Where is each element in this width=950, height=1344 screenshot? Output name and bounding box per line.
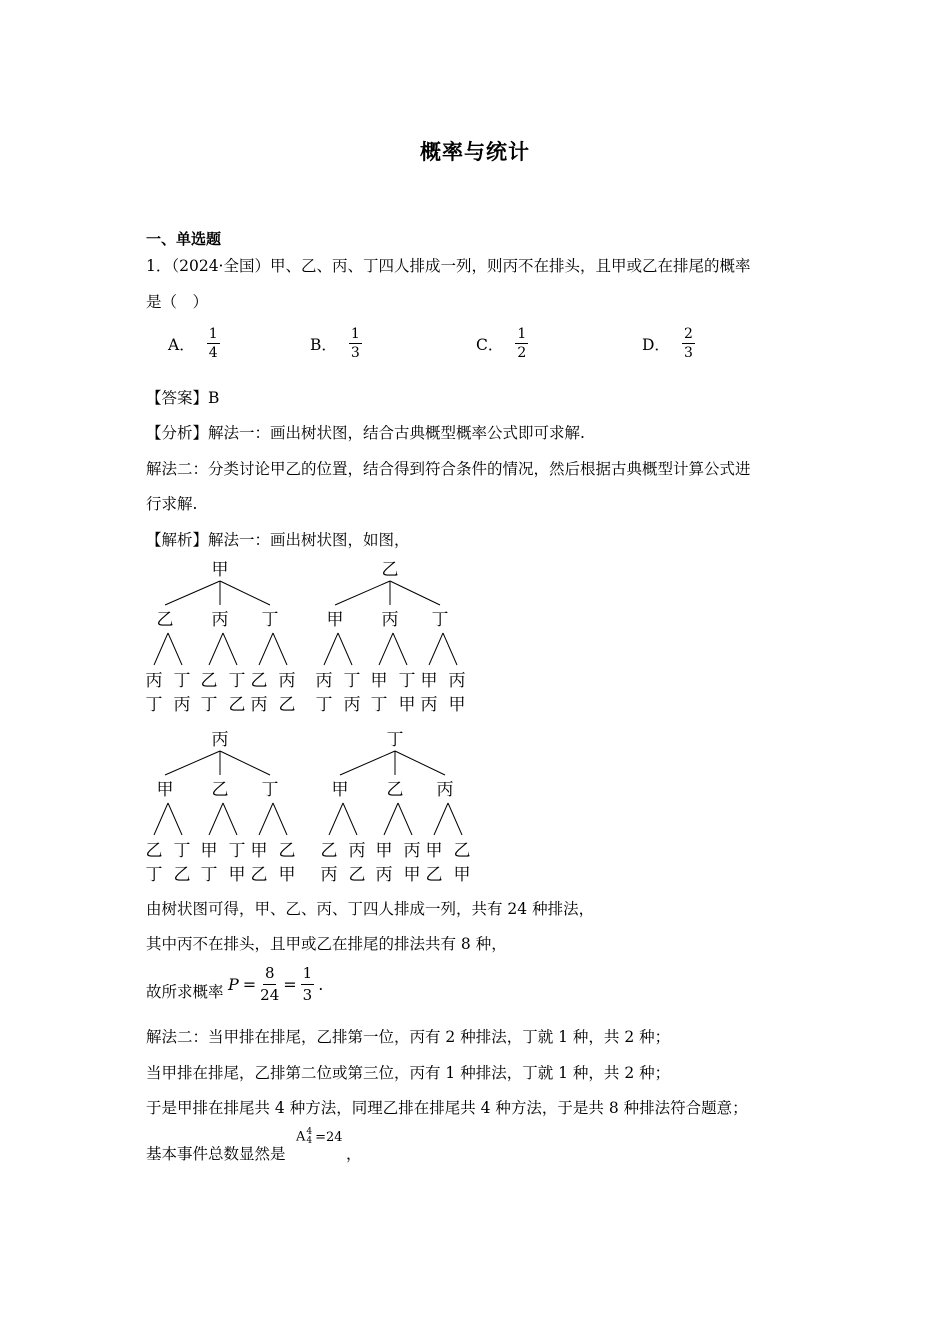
option-a-fraction [207,326,220,361]
option-a-denominator: 4 [208,345,218,361]
arrangement-superscript: 4 [306,1127,313,1137]
tree-leaf-node: 甲 [228,865,246,885]
option-a [168,326,220,361]
probability-fraction-1 [260,964,279,1005]
arrangement-subscript: 4 [306,1136,313,1146]
solution-line-1: 【解析】解法一：画出树状图，如图， [146,531,410,549]
tree-leaf-node: 丙 [420,695,438,715]
option-d [642,326,695,361]
option-a-numerator: 1 [208,326,218,342]
probability-fraction-2 [301,964,315,1005]
method-2-line-4-end: ， [346,1145,362,1163]
option-c-label: C． [476,335,504,354]
fraction-1-denominator: 24 [260,986,280,1004]
tree-leaf-branch-line [209,633,223,665]
analysis-line-2: 解法二：分类讨论甲乙的位置，结合得到符合条件的情况，然后根据古典概型计算公式进 [146,460,751,478]
tree-leaf-node: 乙 [278,695,296,715]
option-d-denominator: 3 [683,345,693,361]
tree-branch-line [390,581,440,605]
tree-leaf-node: 甲 [375,841,393,861]
probability-formula [228,964,323,1005]
tree-leaf-node: 丁 [343,671,361,691]
tree-leaf-node: 丁 [398,671,416,691]
question-1-line-2: 是（ ） [146,293,209,311]
tree-child-node: 丙 [381,610,399,630]
tree-child-node: 丁 [431,610,449,630]
answer-line: 【答案】B [146,389,220,407]
tree-root-node: 甲 [211,560,229,580]
tree-leaf-node: 丙 [348,841,366,861]
tree-leaf-branch-line [259,633,273,665]
tree-leaf-node: 丙 [403,841,421,861]
tree-leaf-node: 甲 [453,865,471,885]
tree-leaf-node: 丁 [200,865,218,885]
tree-leaf-node: 丙 [173,695,191,715]
tree-leaf-node: 丙 [320,865,338,885]
tree-leaf-node: 甲 [370,671,388,691]
tree-leaf-node: 乙 [200,671,218,691]
tree-child-node: 丁 [261,780,279,800]
tree-leaf-node: 甲 [448,695,466,715]
tree-branch-line [395,751,445,775]
tree-leaf-branch-line [443,633,457,665]
tree-leaf-node: 丁 [228,671,246,691]
tree-leaf-branch-line [259,803,273,835]
tree-child-node: 乙 [211,780,229,800]
tree-child-node: 丁 [261,610,279,630]
tree-leaf-node: 丁 [145,695,163,715]
tree-leaf-node: 甲 [200,841,218,861]
tree-leaf-branch-line [168,633,182,665]
tree-leaf-branch-line [329,803,343,835]
tree-leaf-node: 甲 [278,865,296,885]
option-c-numerator: 1 [517,326,527,342]
probability-symbol: P [228,975,239,994]
tree-child-node: 甲 [331,780,349,800]
arrangement-formula [296,1128,343,1146]
tree-leaf-node: 丁 [315,695,333,715]
tree-leaf-node: 乙 [250,671,268,691]
tree-child-node: 甲 [156,780,174,800]
tree-branch-line [335,581,390,605]
tree-leaf-branch-line [324,633,338,665]
tree-child-node: 甲 [326,610,344,630]
tree-leaf-branch-line [379,633,393,665]
tree-leaf-node: 丙 [448,671,466,691]
tree-leaf-node: 乙 [453,841,471,861]
tree-leaf-branch-line [384,803,398,835]
tree-leaf-branch-line [154,803,168,835]
probability-prefix: 故所求概率 [146,983,224,1001]
tree-child-node: 丙 [436,780,454,800]
tree-leaf-node: 丙 [343,695,361,715]
page-title: 概率与统计 [420,139,530,164]
tree-root-node: 乙 [381,560,399,580]
formula-end: . [318,975,324,994]
equals-sign-1: = [242,975,257,994]
tree-leaf-branch-line [338,633,352,665]
option-b [310,326,362,361]
tree-leaf-node: 甲 [420,671,438,691]
tree-leaf-node: 丁 [173,841,191,861]
method-2-line-4: 基本事件总数显然是 [146,1145,286,1163]
method-2-line-1: 解法二：当甲排在排尾，乙排第一位，丙有 2 种排法，丁就 1 种，共 2 种； [146,1028,671,1046]
tree-leaf-branch-line [154,633,168,665]
tree-branch-line [220,751,270,775]
tree-branch-line [165,751,220,775]
tree-leaf-node: 乙 [348,865,366,885]
tree-leaf-node: 丙 [278,671,296,691]
option-d-fraction [682,326,695,361]
method-2-line-2: 当甲排在排尾，乙排第二位或第三位，丙有 1 种排法，丁就 1 种，共 2 种； [146,1064,671,1082]
question-1-line-1: 1．（2024·全国）甲、乙、丙、丁四人排成一列，则丙不在排头，且甲或乙在排尾的概率 [146,257,751,275]
fraction-1-numerator: 8 [263,964,277,985]
tree-leaf-node: 丁 [173,671,191,691]
option-c-denominator: 2 [517,345,527,361]
tree-leaf-node: 甲 [403,865,421,885]
tree-summary-line-1: 由树状图可得，甲、乙、丙、丁四人排成一列，共有 24 种排法， [146,900,595,918]
tree-leaf-branch-line [273,803,287,835]
analysis-line-3: 行求解. [146,495,198,513]
tree-branch-line [220,581,270,605]
tree-leaf-node: 乙 [425,865,443,885]
option-c [476,326,528,361]
tree-leaf-node: 乙 [278,841,296,861]
option-b-denominator: 3 [350,345,360,361]
arrangement-letter: A [296,1129,306,1145]
tree-leaf-branch-line [434,803,448,835]
analysis-line-1: 【分析】解法一：画出树状图，结合古典概型概率公式即可求解. [146,424,585,442]
tree-leaf-node: 乙 [250,865,268,885]
tree-leaf-node: 甲 [398,695,416,715]
fraction-2-numerator: 1 [301,964,315,985]
tree-leaf-node: 甲 [425,841,443,861]
tree-leaf-branch-line [448,803,462,835]
tree-branch-line [165,581,220,605]
tree-leaf-branch-line [273,633,287,665]
fraction-2-denominator: 3 [302,986,313,1004]
tree-leaf-node: 丙 [250,695,268,715]
tree-leaf-branch-line [223,803,237,835]
tree-root-node: 丙 [211,730,229,750]
tree-leaf-node: 乙 [320,841,338,861]
tree-diagram [140,555,500,890]
option-c-fraction [515,326,528,361]
option-b-fraction [349,326,362,361]
tree-leaf-node: 丁 [200,695,218,715]
option-d-label: D． [642,335,670,354]
tree-leaf-branch-line [168,803,182,835]
tree-child-node: 乙 [156,610,174,630]
option-d-numerator: 2 [683,326,693,342]
tree-child-node: 丙 [211,610,229,630]
option-b-label: B． [310,335,337,354]
tree-leaf-branch-line [398,803,412,835]
tree-leaf-branch-line [223,633,237,665]
tree-leaf-node: 乙 [228,695,246,715]
tree-leaf-node: 丙 [145,671,163,691]
tree-summary-line-2: 其中丙不在排头，且甲或乙在排尾的排法共有 8 种， [146,935,507,953]
tree-leaf-node: 甲 [250,841,268,861]
tree-child-node: 乙 [386,780,404,800]
tree-leaf-branch-line [209,803,223,835]
method-2-line-3: 于是甲排在排尾共 4 种方法，同理乙排在排尾共 4 种方法，于是共 8 种排法符合题意； [146,1099,748,1117]
tree-leaf-branch-line [343,803,357,835]
option-b-numerator: 1 [350,326,360,342]
equals-sign-2: = [283,975,297,994]
tree-leaf-node: 丁 [145,865,163,885]
tree-leaf-node: 丁 [370,695,388,715]
tree-leaf-branch-line [393,633,407,665]
tree-leaf-branch-line [429,633,443,665]
tree-leaf-node: 乙 [145,841,163,861]
tree-leaf-node: 丁 [228,841,246,861]
tree-leaf-node: 乙 [173,865,191,885]
tree-leaf-node: 丙 [315,671,333,691]
tree-branch-line [340,751,395,775]
section-heading: 一、单选题 [146,230,222,248]
option-a-label: A． [168,335,195,354]
arrangement-value: =24 [315,1129,343,1145]
tree-root-node: 丁 [386,730,404,750]
tree-leaf-node: 丙 [375,865,393,885]
